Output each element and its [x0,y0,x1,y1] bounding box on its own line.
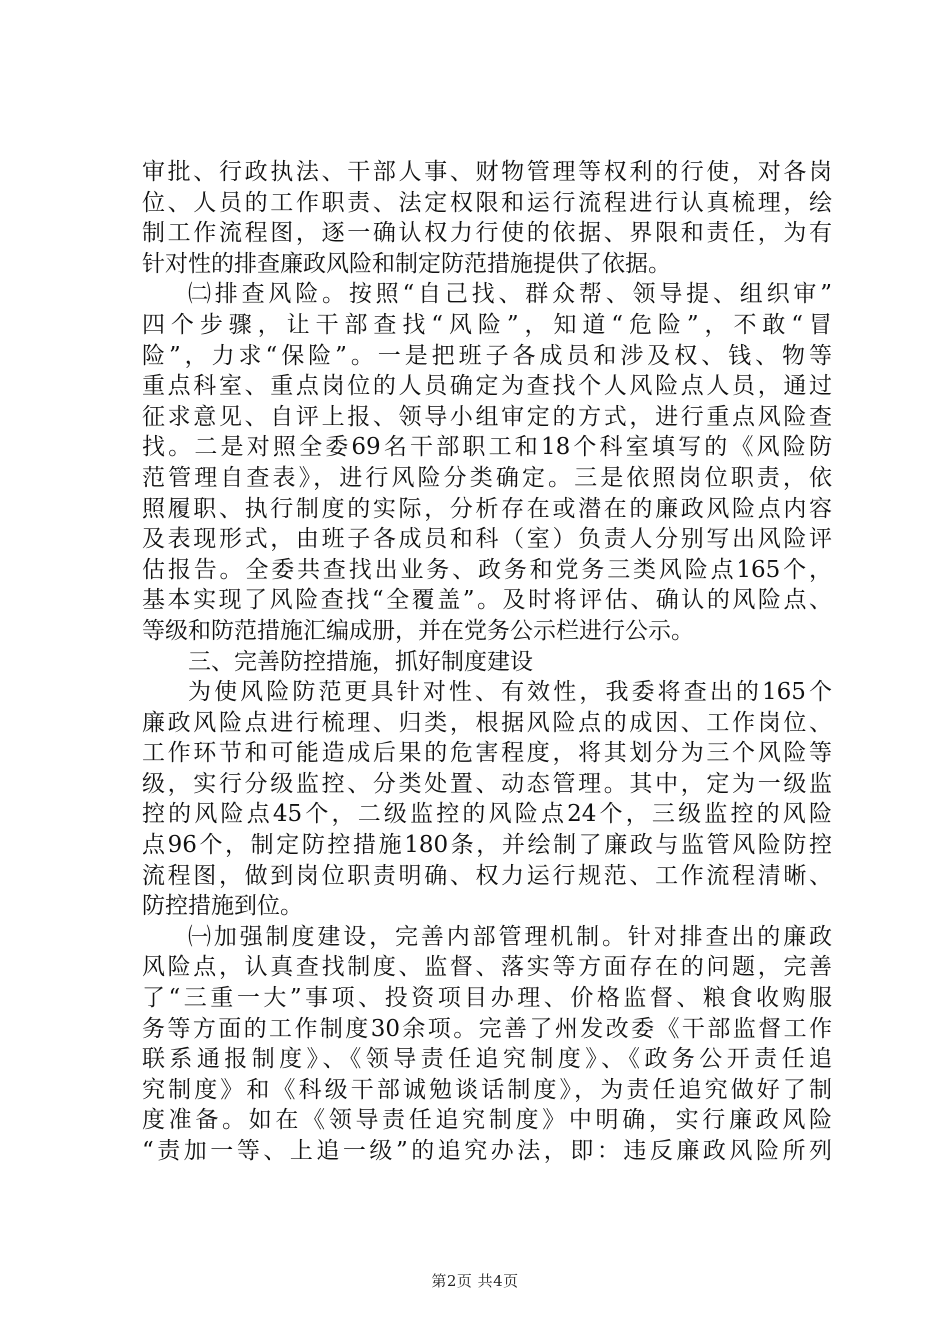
text-line: “责加一等、上追一级”的追究办法，即：违反廉政风险所列 [142,1138,832,1164]
document-body [142,157,832,1167]
text-line: 制工作流程图，逐一确认权力行使的依据、界限和责任，为有 [142,220,832,247]
text-line: 务等方面的工作制度30余项。完善了州发改委《干部监督工作 [142,1015,832,1042]
text-line: 级，实行分级监控、分类处置、动态管理。其中，定为一级监 [142,770,832,797]
text-line: 位、人员的工作职责、法定权限和运行流程进行认真梳理，绘 [142,189,832,216]
text-line: 等级和防范措施汇编成册，并在党务公示栏进行公示。 [142,617,694,644]
text-line: 照履职、执行制度的实际，分析存在或潜在的廉政风险点内容 [142,495,832,522]
text-line: 联系通报制度》、《领导责任追究制度》、《政务公开责任追 [142,1046,832,1073]
text-line: 针对性的排查廉政风险和制定防范措施提供了依据。 [142,250,671,277]
text-line: 流程图，做到岗位职责明确、权力运行规范、工作流程清晰、 [142,862,832,889]
text-line: 三、完善防控措施，抓好制度建设 [188,648,533,675]
text-line: 究制度》和《科级干部诚勉谈话制度》，为责任追究做好了制 [142,1076,832,1103]
text-line: 廉政风险点进行梳理、归类，根据风险点的成因、工作岗位、 [142,709,832,736]
text-line: 了“三重一大”事项、投资项目办理、价格监督、粮食收购服 [142,985,832,1012]
text-line: 范管理自查表》，进行风险分类确定。三是依照岗位职责，依 [142,464,832,491]
text-line: 征求意见、自评上报、领导小组审定的方式，进行重点风险查 [142,403,832,430]
text-line: 估报告。全委共查找出业务、政务和党务三类风险点165个， [142,556,832,583]
text-line: 为使风险防范更具针对性、有效性，我委将查出的165个 [188,679,832,706]
page-footer: 第2页 共4页 [431,1272,519,1290]
text-line: 度准备。如在《领导责任追究制度》中明确，实行廉政风险 [142,1107,832,1134]
text-line: 及表现形式，由班子各成员和科（室）负责人分别写出风险评 [142,526,832,553]
text-line: 工作环节和可能造成后果的危害程度，将其划分为三个风险等 [142,740,832,767]
text-line: 四个步骤，让干部查找“风险”，知道“危险”，不敢“冒 [142,311,832,338]
text-line: 险”，力求“保险”。一是把班子各成员和涉及权、钱、物等 [142,342,832,369]
text-line: ㈡排查风险。按照“自己找、群众帮、领导提、组织审” [188,281,832,308]
text-line: 审批、行政执法、干部人事、财物管理等权利的行使，对各岗 [142,159,832,185]
text-line: ㈠加强制度建设，完善内部管理机制。针对排查出的廉政 [188,923,832,950]
text-line: 重点科室、重点岗位的人员确定为查找个人风险点人员，通过 [142,373,832,400]
text-line: 防控措施到位。 [142,893,303,920]
text-line: 风险点，认真查找制度、监督、落实等方面存在的问题，完善 [142,954,832,981]
text-line: 点96个，制定防控措施180条，并绘制了廉政与监管风险防控 [142,832,832,859]
text-line: 基本实现了风险查找“全覆盖”。及时将评估、确认的风险点、 [142,587,832,614]
text-line: 找。二是对照全委69名干部职工和18个科室填写的《风险防 [142,434,832,461]
text-line: 控的风险点45个，二级监控的风险点24个，三级监控的风险 [142,801,832,828]
